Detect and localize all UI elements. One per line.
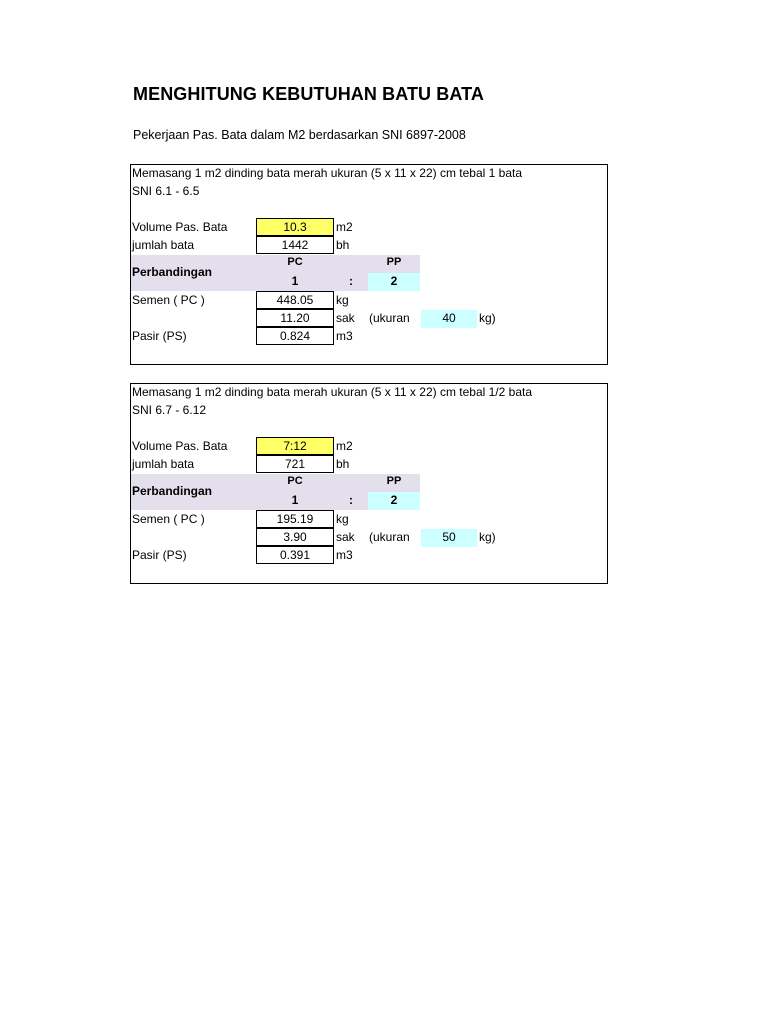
ratio-separator: : [349,274,353,288]
pc-header: PC [287,475,303,487]
section-heading: Memasang 1 m2 dinding bata merah ukuran (5 x 11 x 22) cm tebal 1/2 bata [132,385,533,399]
bata-label: jumlah bata [132,457,195,471]
pc-header: PC [287,256,303,268]
bata-value-cell[interactable]: 1442 [256,236,334,254]
calc-section-2-half-bata [130,383,608,584]
ukuran-unit: kg) [479,530,496,544]
bata-value-cell[interactable]: 721 [256,455,334,473]
calc-section-1-bata [130,164,608,365]
semen-kg-cell[interactable]: 195.19 [256,510,334,528]
ratio-label: Perbandingan [132,265,213,279]
pp-header: PP [386,256,402,268]
kg-unit: kg [336,293,349,307]
page-title: MENGHITUNG KEBUTUHAN BATU BATA [133,84,484,104]
pasir-label: Pasir (PS) [132,548,187,562]
pp-value-cell[interactable]: 2 [368,273,420,291]
semen-label: Semen ( PC ) [132,293,205,307]
pasir-label: Pasir (PS) [132,329,187,343]
semen-kg-cell[interactable]: 448.05 [256,291,334,309]
volume-label: Volume Pas. Bata [132,439,228,453]
volume-value-cell[interactable]: 7:12 [256,437,334,455]
sni-reference: SNI 6.1 - 6.5 [132,184,200,198]
volume-label: Volume Pas. Bata [132,220,228,234]
sak-unit: sak [336,311,355,325]
pasir-value-cell[interactable]: 0.824 [256,327,334,345]
pasir-unit: m3 [336,548,353,562]
volume-unit: m2 [336,220,353,234]
pp-value-cell[interactable]: 2 [368,492,420,510]
bata-unit: bh [336,238,350,252]
ratio-label: Perbandingan [132,484,213,498]
volume-unit: m2 [336,439,353,453]
pp-header: PP [386,475,402,487]
page-subtitle: Pekerjaan Pas. Bata dalam M2 berdasarkan SNI 6897-2008 [133,128,466,142]
semen-sak-cell[interactable]: 3.90 [256,528,334,546]
semen-sak-cell[interactable]: 11.20 [256,309,334,327]
sak-unit: sak [336,530,355,544]
pc-value[interactable]: 1 [291,274,299,288]
ukuran-value-cell[interactable]: 40 [421,310,477,328]
ukuran-unit: kg) [479,311,496,325]
bata-label: jumlah bata [132,238,195,252]
ukuran-label: (ukuran [369,530,410,544]
section-heading: Memasang 1 m2 dinding bata merah ukuran (5 x 11 x 22) cm tebal 1 bata [132,166,522,180]
pasir-value-cell[interactable]: 0.391 [256,546,334,564]
ukuran-value-cell[interactable]: 50 [421,529,477,547]
pc-value[interactable]: 1 [291,493,299,507]
semen-label: Semen ( PC ) [132,512,205,526]
pasir-unit: m3 [336,329,353,343]
bata-unit: bh [336,457,350,471]
volume-value-cell[interactable]: 10.3 [256,218,334,236]
kg-unit: kg [336,512,349,526]
ukuran-label: (ukuran [369,311,410,325]
ratio-separator: : [349,493,353,507]
sni-reference: SNI 6.7 - 6.12 [132,403,207,417]
